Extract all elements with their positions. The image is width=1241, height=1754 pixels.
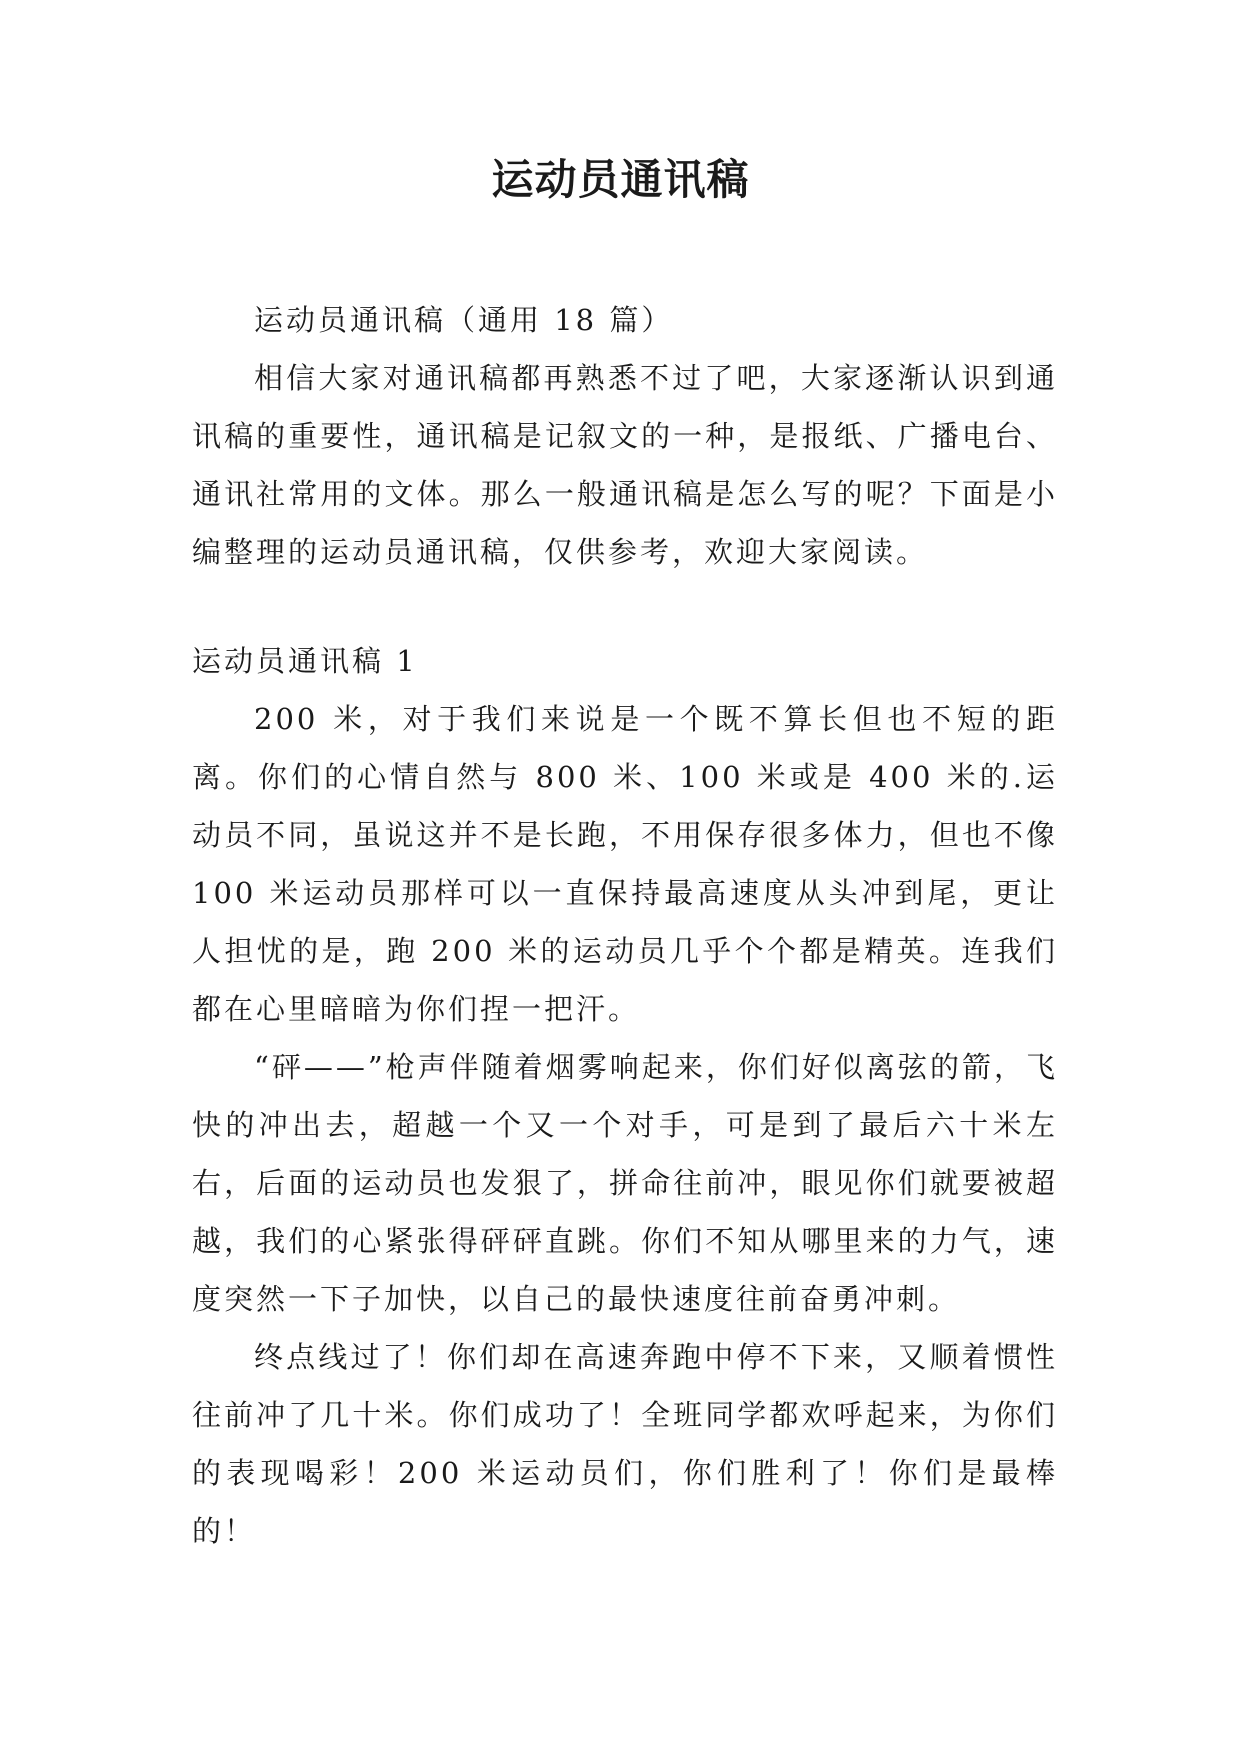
document-title: 运动员通讯稿 bbox=[491, 155, 750, 204]
document-body bbox=[192, 291, 1058, 1560]
section-paragraph: “砰——”枪声伴随着烟雾响起来，你们好似离弦的箭，飞快的冲出去，超越一个又一个对手，可是到了最后六十米左右，后面的运动员也发狠了，拼命往前冲，眼见你们就要被超越，我们的心紧张得砰砰直跳。你们不知从哪里来的力气，速度突然一下子加快，以自己的最快速度往前奋勇冲刺。 bbox=[192, 1050, 1058, 1316]
document-subtitle: 运动员通讯稿（通用 18 篇） bbox=[254, 303, 674, 337]
section-spacer bbox=[192, 581, 1058, 632]
section-heading: 运动员通讯稿 1 bbox=[192, 644, 418, 678]
section-paragraph: 终点线过了！你们却在高速奔跑中停不下来，又顺着惯性往前冲了几十米。你们成功了！全班同学都欢呼起来，为你们的表现喝彩！200 米运动员们，你们胜利了！你们是最棒的！ bbox=[192, 1340, 1058, 1548]
section-paragraph: 200 米，对于我们来说是一个既不算长但也不短的距离。你们的心情自然与 800 米、100 米或是 400 米的.运动员不同，虽说这并不是长跑，不用保存很多体力，但也不像 100 米运动员那样可以一直保持最高速度从头冲到尾，更让人担忧的是，跑 200 米的运动员几乎个个都是精英。连我们都在心里暗暗为你们捏一把汗。 bbox=[192, 702, 1058, 1026]
intro-paragraph: 相信大家对通讯稿都再熟悉不过了吧，大家逐渐认识到通讯稿的重要性，通讯稿是记叙文的一种，是报纸、广播电台、通讯社常用的文体。那么一般通讯稿是怎么写的呢？下面是小编整理的运动员通讯稿，仅供参考，欢迎大家阅读。 bbox=[192, 361, 1058, 569]
